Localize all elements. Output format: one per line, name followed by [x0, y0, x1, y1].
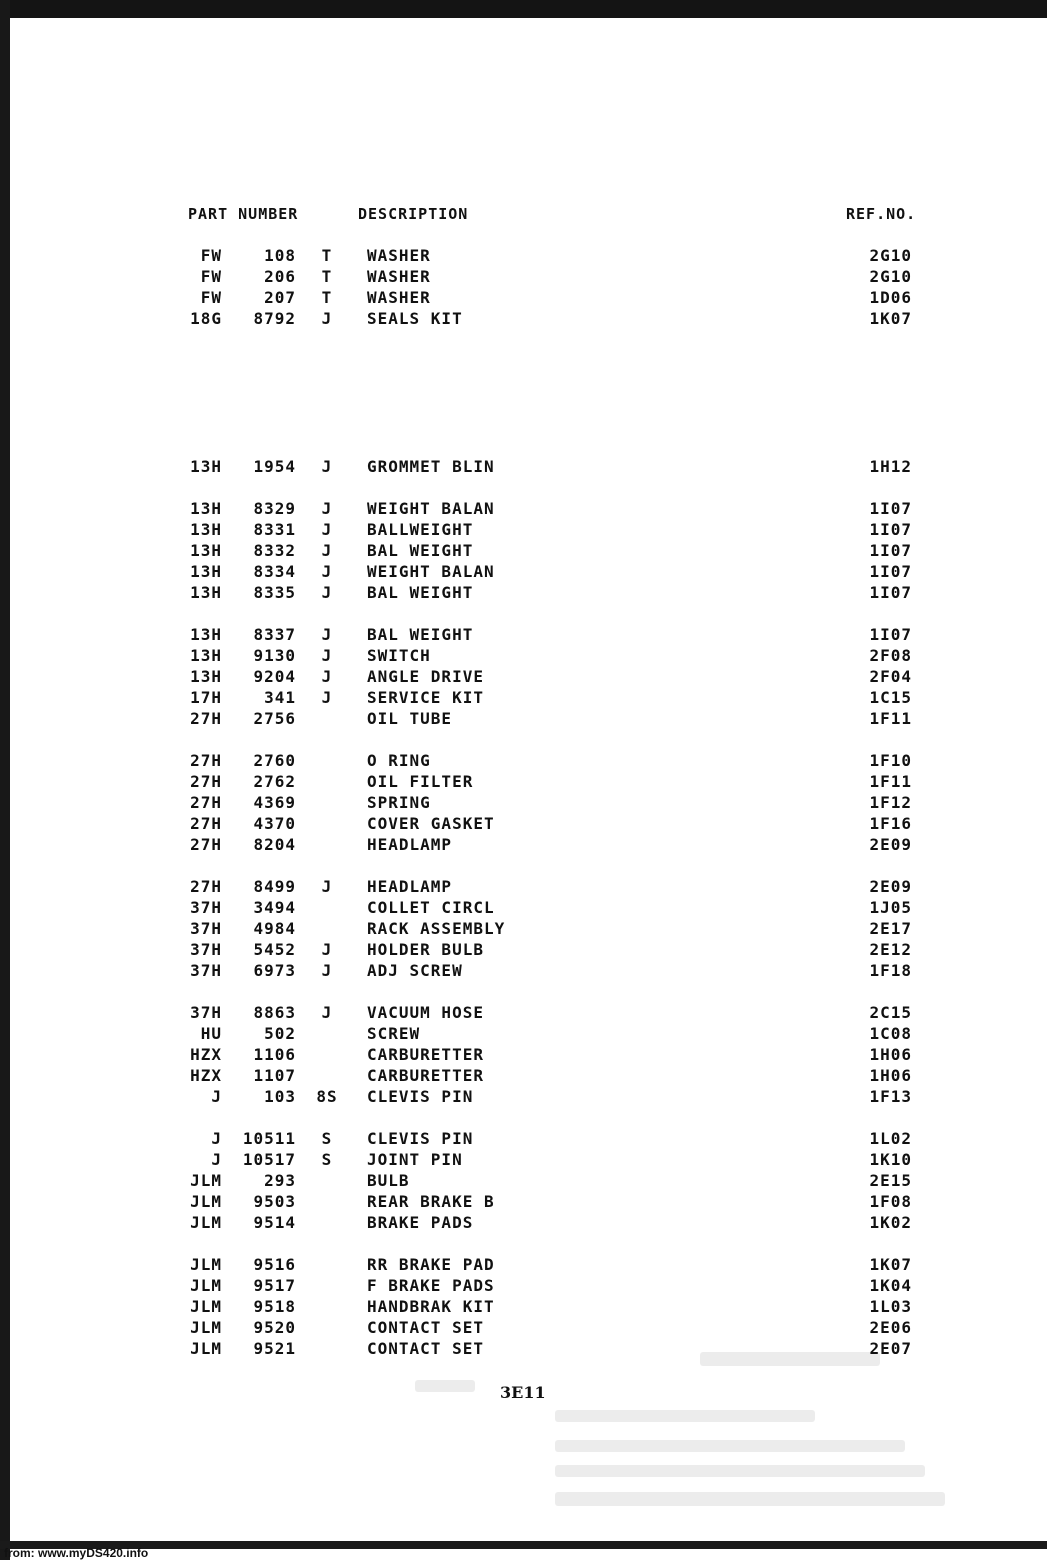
ref-number: 1H12 [869, 457, 912, 476]
table-row [0, 835, 1047, 856]
part-prefix: FW [200, 288, 222, 307]
part-number: 9520 [253, 1318, 296, 1337]
part-number: 2760 [253, 751, 296, 770]
part-prefix: 13H [190, 583, 222, 602]
part-description: OIL FILTER [367, 772, 474, 791]
part-number: 8334 [253, 562, 296, 581]
ref-number: 2G10 [869, 267, 912, 286]
part-number: 293 [264, 1171, 296, 1190]
part-suffix: S [321, 1150, 333, 1169]
part-prefix: 13H [190, 520, 222, 539]
table-row [0, 667, 1047, 688]
ref-number: 2E09 [869, 877, 912, 896]
part-prefix: J [211, 1129, 222, 1148]
part-number: 2756 [253, 709, 296, 728]
table-row [0, 961, 1047, 982]
part-suffix: J [321, 961, 333, 980]
table-row [0, 646, 1047, 667]
source-watermark: from: www.myDS420.info [4, 1546, 149, 1560]
part-suffix: T [321, 267, 333, 286]
ref-number: 1I07 [869, 499, 912, 518]
part-description: CONTACT SET [367, 1339, 484, 1358]
ref-number: 1F12 [869, 793, 912, 812]
part-prefix: 27H [190, 751, 222, 770]
table-row [0, 1339, 1047, 1360]
ref-number: 2F08 [869, 646, 912, 665]
part-suffix: J [321, 457, 333, 476]
part-prefix: 27H [190, 709, 222, 728]
table-row [0, 541, 1047, 562]
part-prefix: JLM [190, 1318, 222, 1337]
part-description: HEADLAMP [367, 877, 453, 896]
part-description: CARBURETTER [367, 1045, 484, 1064]
part-description: ADJ SCREW [367, 961, 463, 980]
part-number: 4369 [253, 793, 296, 812]
ref-number: 1F18 [869, 961, 912, 980]
table-row [0, 898, 1047, 919]
scan-bottom-border [0, 1541, 1047, 1549]
part-suffix: J [321, 499, 333, 518]
part-number: 9130 [253, 646, 296, 665]
ref-number: 1J05 [869, 898, 912, 917]
ref-number: 1I07 [869, 625, 912, 644]
part-number: 8337 [253, 625, 296, 644]
part-number: 9517 [253, 1276, 296, 1295]
part-description: OIL TUBE [367, 709, 453, 728]
bleed-through-artifact [415, 1380, 475, 1392]
part-description: COVER GASKET [367, 814, 495, 833]
ref-number: 1I07 [869, 520, 912, 539]
part-number: 8204 [253, 835, 296, 854]
part-number: 8863 [253, 1003, 296, 1022]
table-row [0, 814, 1047, 835]
part-description: BULB [367, 1171, 410, 1190]
table-row [0, 309, 1047, 330]
ref-number: 2E17 [869, 919, 912, 938]
part-number: 103 [264, 1087, 296, 1106]
part-description: SPRING [367, 793, 431, 812]
part-number: 8331 [253, 520, 296, 539]
table-row [0, 520, 1047, 541]
part-prefix: J [211, 1150, 222, 1169]
part-description: WASHER [367, 267, 431, 286]
part-number: 8332 [253, 541, 296, 560]
part-prefix: 27H [190, 793, 222, 812]
part-suffix: 8S [316, 1087, 338, 1106]
part-prefix: HU [200, 1024, 222, 1043]
part-description: VACUUM HOSE [367, 1003, 484, 1022]
part-number: 9514 [253, 1213, 296, 1232]
table-row [0, 1024, 1047, 1045]
ref-number: 1K07 [869, 309, 912, 328]
part-suffix: J [321, 940, 333, 959]
part-prefix: 13H [190, 541, 222, 560]
table-row [0, 499, 1047, 520]
part-number: 8335 [253, 583, 296, 602]
part-number: 4984 [253, 919, 296, 938]
part-description: CARBURETTER [367, 1066, 484, 1085]
table-row [0, 688, 1047, 709]
part-description: REAR BRAKE B [367, 1192, 495, 1211]
part-prefix: HZX [190, 1066, 222, 1085]
table-row [0, 1192, 1047, 1213]
part-description: JOINT PIN [367, 1150, 463, 1169]
header-part-number: PART NUMBER [188, 205, 299, 223]
header-ref-no: REF.NO. [846, 205, 917, 223]
ref-number: 1F11 [869, 772, 912, 791]
part-description: COLLET CIRCL [367, 898, 495, 917]
table-row [0, 1297, 1047, 1318]
part-description: RACK ASSEMBLY [367, 919, 506, 938]
ref-number: 1I07 [869, 583, 912, 602]
part-description: SERVICE KIT [367, 688, 484, 707]
table-row [0, 1318, 1047, 1339]
part-number: 1954 [253, 457, 296, 476]
part-number: 8792 [253, 309, 296, 328]
part-suffix: J [321, 667, 333, 686]
part-suffix: T [321, 246, 333, 265]
ref-number: 1D06 [869, 288, 912, 307]
part-number: 207 [264, 288, 296, 307]
part-description: HOLDER BULB [367, 940, 484, 959]
part-number: 5452 [253, 940, 296, 959]
table-row [0, 772, 1047, 793]
ref-number: 2F04 [869, 667, 912, 686]
part-number: 10511 [242, 1129, 296, 1148]
part-prefix: 18G [190, 309, 222, 328]
part-suffix: J [321, 877, 333, 896]
part-number: 9503 [253, 1192, 296, 1211]
ref-number: 1C08 [869, 1024, 912, 1043]
part-number: 9516 [253, 1255, 296, 1274]
part-prefix: JLM [190, 1171, 222, 1190]
scan-top-border [0, 0, 1047, 18]
page-code: 3E11 [500, 1383, 546, 1402]
ref-number: 2E06 [869, 1318, 912, 1337]
table-row [0, 246, 1047, 267]
table-row [0, 709, 1047, 730]
part-number: 4370 [253, 814, 296, 833]
bleed-through-artifact [555, 1465, 925, 1477]
part-number: 206 [264, 267, 296, 286]
part-prefix: 27H [190, 877, 222, 896]
part-prefix: 37H [190, 898, 222, 917]
part-description: GROMMET BLIN [367, 457, 495, 476]
part-number: 10517 [242, 1150, 296, 1169]
part-prefix: 27H [190, 814, 222, 833]
part-description: CLEVIS PIN [367, 1129, 474, 1148]
table-row [0, 562, 1047, 583]
ref-number: 1L03 [869, 1297, 912, 1316]
ref-number: 1F16 [869, 814, 912, 833]
table-row [0, 751, 1047, 772]
part-prefix: 13H [190, 457, 222, 476]
header-description: DESCRIPTION [358, 205, 469, 223]
ref-number: 1I07 [869, 562, 912, 581]
part-description: CLEVIS PIN [367, 1087, 474, 1106]
part-suffix: J [321, 520, 333, 539]
part-number: 1107 [253, 1066, 296, 1085]
table-row [0, 877, 1047, 898]
part-prefix: JLM [190, 1192, 222, 1211]
part-prefix: 27H [190, 835, 222, 854]
part-prefix: J [211, 1087, 222, 1106]
bleed-through-artifact [555, 1492, 945, 1506]
ref-number: 1F10 [869, 751, 912, 770]
ref-number: 2E12 [869, 940, 912, 959]
part-description: BAL WEIGHT [367, 583, 474, 602]
part-description: CONTACT SET [367, 1318, 484, 1337]
table-row [0, 457, 1047, 478]
part-description: HEADLAMP [367, 835, 453, 854]
table-row [0, 1045, 1047, 1066]
part-suffix: J [321, 646, 333, 665]
ref-number: 1C15 [869, 688, 912, 707]
ref-number: 2E07 [869, 1339, 912, 1358]
table-row [0, 919, 1047, 940]
table-row [0, 267, 1047, 288]
part-number: 9521 [253, 1339, 296, 1358]
part-prefix: 17H [190, 688, 222, 707]
part-prefix: JLM [190, 1297, 222, 1316]
part-prefix: 27H [190, 772, 222, 791]
table-row [0, 583, 1047, 604]
part-description: HANDBRAK KIT [367, 1297, 495, 1316]
ref-number: 1K10 [869, 1150, 912, 1169]
table-row [0, 1255, 1047, 1276]
ref-number: 1H06 [869, 1066, 912, 1085]
part-description: BALLWEIGHT [367, 520, 474, 539]
table-row [0, 288, 1047, 309]
ref-number: 2E09 [869, 835, 912, 854]
part-description: BAL WEIGHT [367, 625, 474, 644]
part-prefix: JLM [190, 1213, 222, 1232]
part-number: 1106 [253, 1045, 296, 1064]
bleed-through-artifact [555, 1440, 905, 1452]
part-prefix: 13H [190, 499, 222, 518]
part-suffix: J [321, 309, 333, 328]
part-prefix: FW [200, 246, 222, 265]
part-description: F BRAKE PADS [367, 1276, 495, 1295]
part-number: 9518 [253, 1297, 296, 1316]
table-row [0, 1276, 1047, 1297]
part-number: 341 [264, 688, 296, 707]
part-description: RR BRAKE PAD [367, 1255, 495, 1274]
part-suffix: T [321, 288, 333, 307]
part-suffix: J [321, 541, 333, 560]
part-description: ANGLE DRIVE [367, 667, 484, 686]
ref-number: 1K02 [869, 1213, 912, 1232]
table-row [0, 1003, 1047, 1024]
ref-number: 1K04 [869, 1276, 912, 1295]
ref-number: 2C15 [869, 1003, 912, 1022]
part-description: SCREW [367, 1024, 421, 1043]
part-prefix: 13H [190, 625, 222, 644]
part-number: 108 [264, 246, 296, 265]
ref-number: 1F13 [869, 1087, 912, 1106]
part-description: WASHER [367, 246, 431, 265]
ref-number: 1L02 [869, 1129, 912, 1148]
table-row [0, 625, 1047, 646]
part-suffix: J [321, 583, 333, 602]
part-description: O RING [367, 751, 431, 770]
part-suffix: S [321, 1129, 333, 1148]
part-suffix: J [321, 1003, 333, 1022]
part-prefix: 13H [190, 667, 222, 686]
part-number: 6973 [253, 961, 296, 980]
part-suffix: J [321, 625, 333, 644]
part-prefix: 37H [190, 940, 222, 959]
part-description: SWITCH [367, 646, 431, 665]
part-description: WASHER [367, 288, 431, 307]
part-prefix: HZX [190, 1045, 222, 1064]
part-number: 8499 [253, 877, 296, 896]
part-number: 9204 [253, 667, 296, 686]
part-suffix: J [321, 688, 333, 707]
part-prefix: 37H [190, 1003, 222, 1022]
part-prefix: JLM [190, 1339, 222, 1358]
part-prefix: 13H [190, 562, 222, 581]
part-prefix: FW [200, 267, 222, 286]
part-description: WEIGHT BALAN [367, 562, 495, 581]
table-row [0, 1213, 1047, 1234]
ref-number: 1F08 [869, 1192, 912, 1211]
ref-number: 1F11 [869, 709, 912, 728]
part-prefix: 37H [190, 961, 222, 980]
part-description: BAL WEIGHT [367, 541, 474, 560]
table-row [0, 1171, 1047, 1192]
table-row [0, 1066, 1047, 1087]
part-number: 3494 [253, 898, 296, 917]
part-description: SEALS KIT [367, 309, 463, 328]
part-number: 2762 [253, 772, 296, 791]
part-prefix: JLM [190, 1276, 222, 1295]
ref-number: 2E15 [869, 1171, 912, 1190]
table-row [0, 1087, 1047, 1108]
ref-number: 1K07 [869, 1255, 912, 1274]
part-number: 502 [264, 1024, 296, 1043]
table-row [0, 1150, 1047, 1171]
ref-number: 1I07 [869, 541, 912, 560]
part-number: 8329 [253, 499, 296, 518]
table-row [0, 1129, 1047, 1150]
part-prefix: 13H [190, 646, 222, 665]
part-suffix: J [321, 562, 333, 581]
table-row [0, 940, 1047, 961]
part-prefix: JLM [190, 1255, 222, 1274]
part-prefix: 37H [190, 919, 222, 938]
part-description: WEIGHT BALAN [367, 499, 495, 518]
table-row [0, 793, 1047, 814]
bleed-through-artifact [555, 1410, 815, 1422]
ref-number: 2G10 [869, 246, 912, 265]
part-description: BRAKE PADS [367, 1213, 474, 1232]
ref-number: 1H06 [869, 1045, 912, 1064]
